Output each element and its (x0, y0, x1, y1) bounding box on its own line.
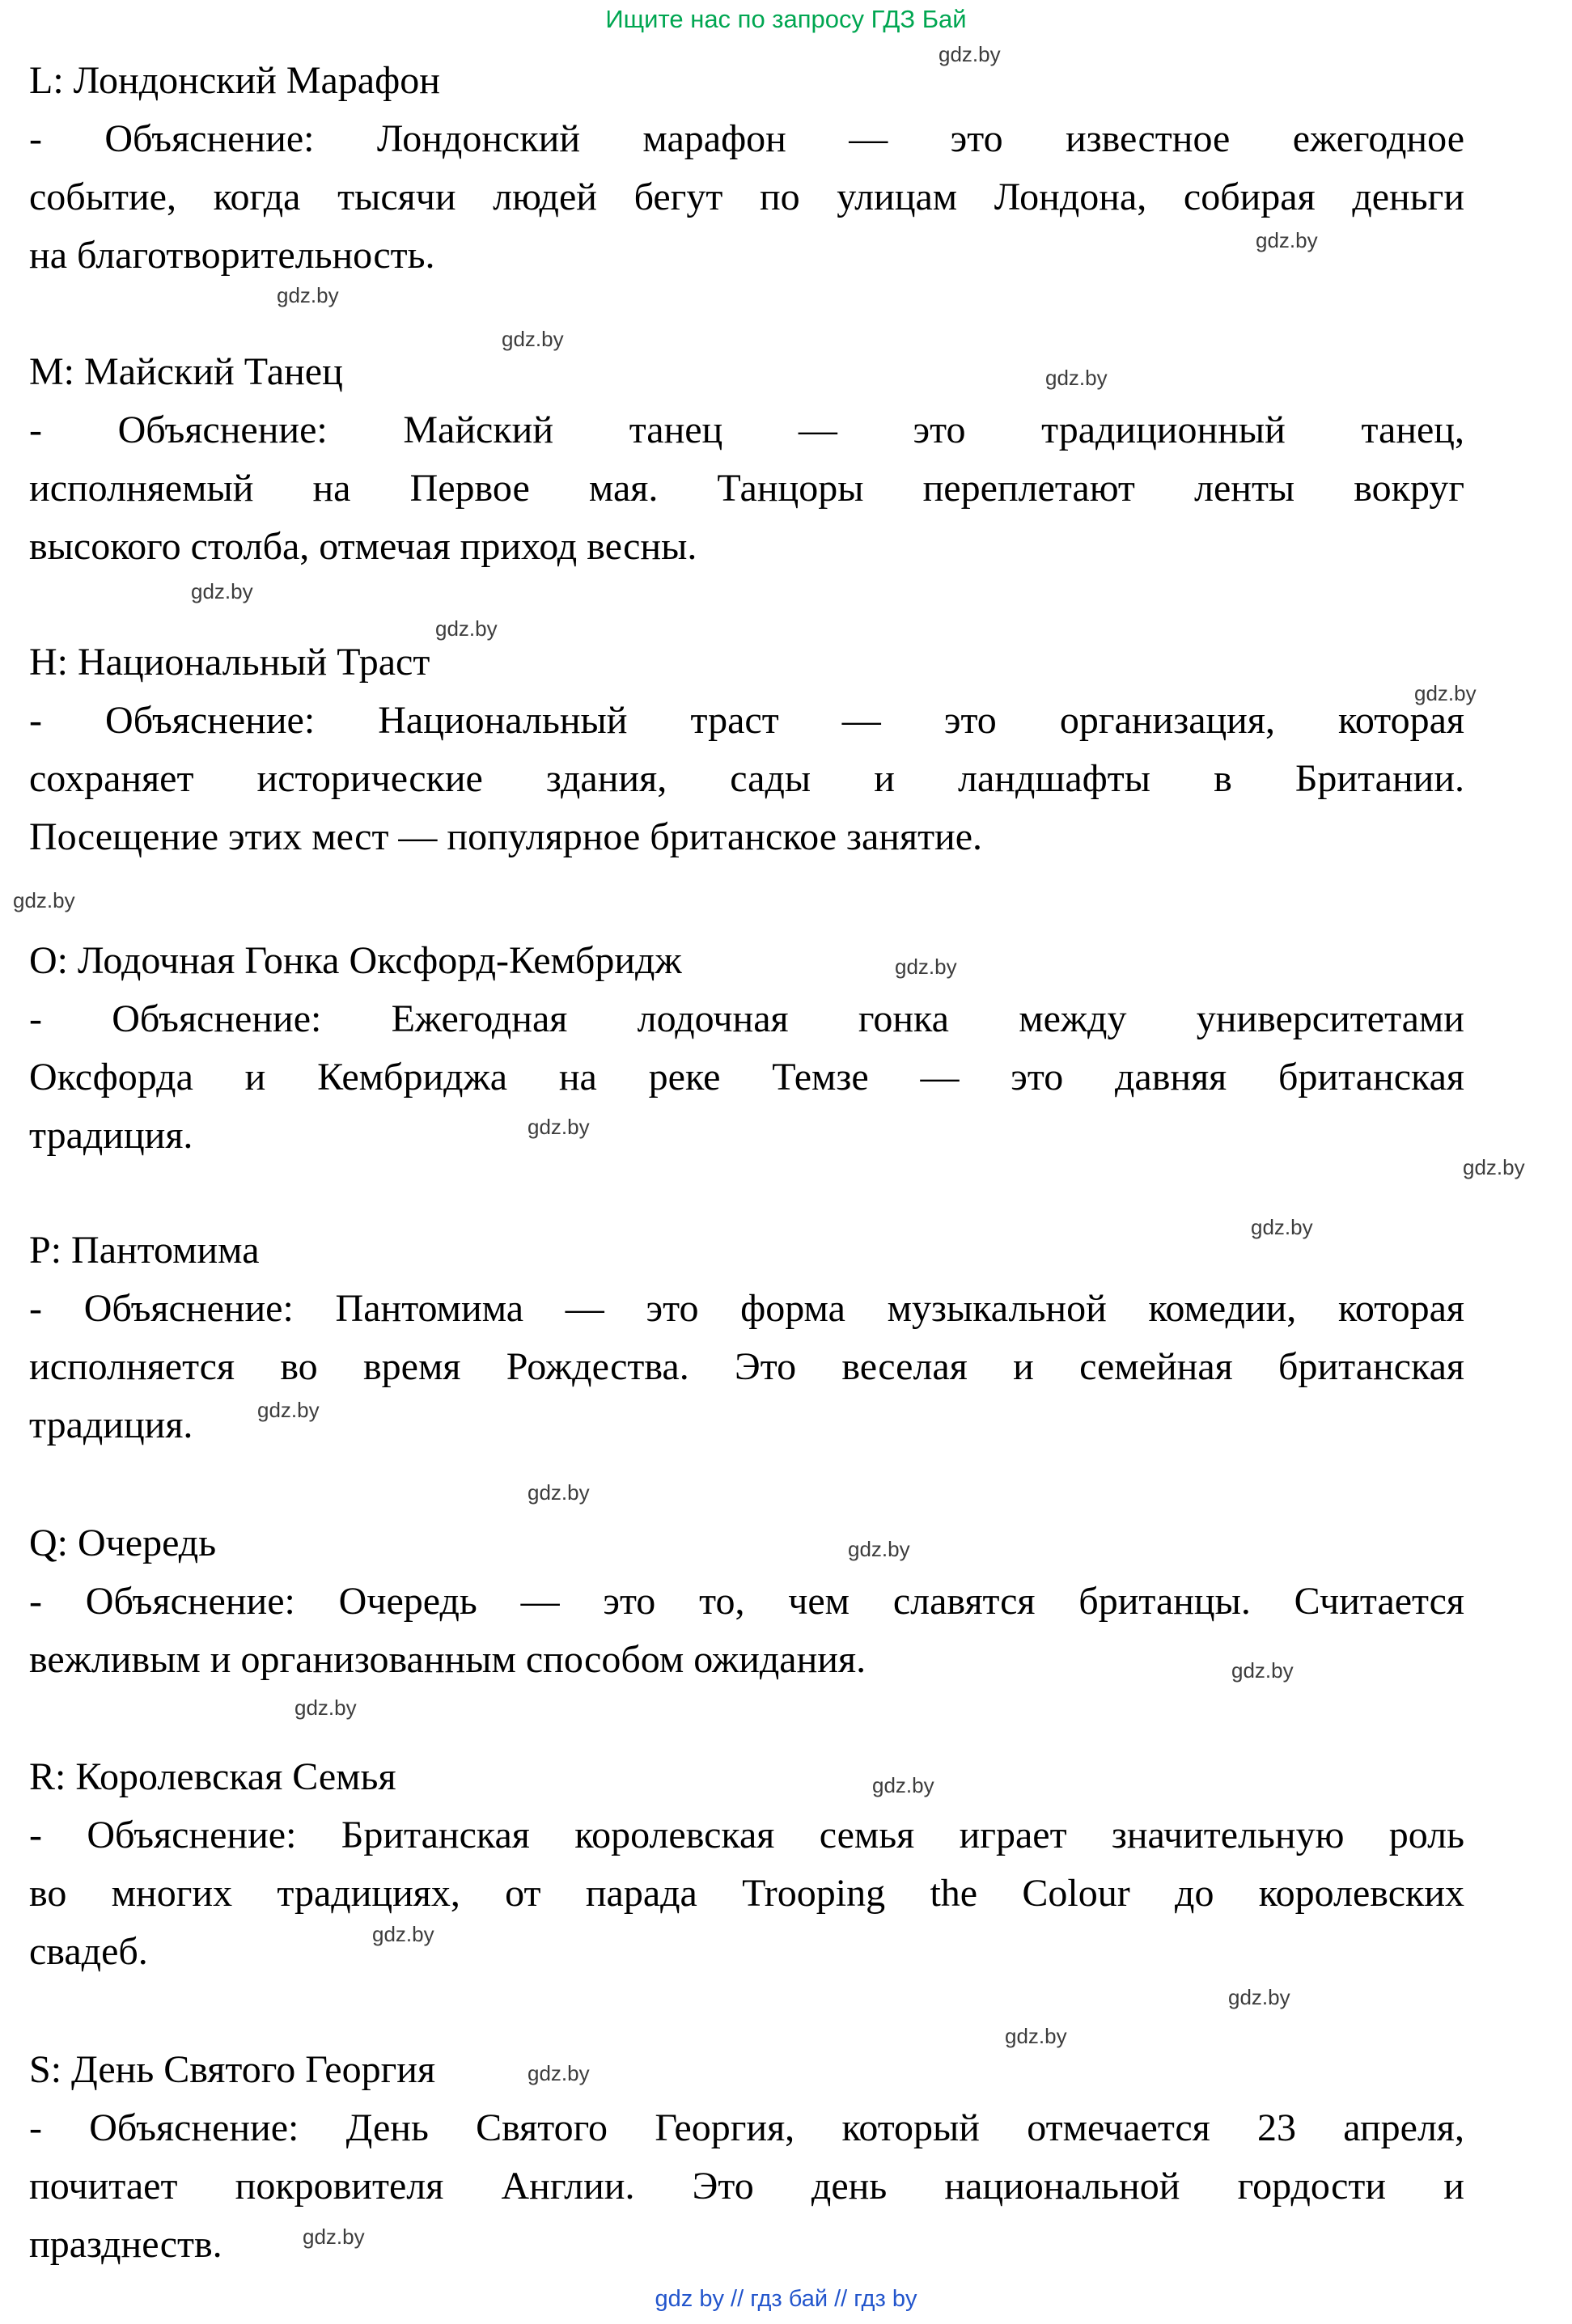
section-paragraph (29, 110, 1464, 285)
watermark-gdzby: gdz.by (895, 955, 957, 979)
section-heading: S: День Святого Георгия (29, 2048, 436, 2091)
section-heading: M: Майский Танец (29, 350, 343, 393)
section-heading: L: Лондонский Марафон (29, 59, 440, 102)
watermark-gdzby: gdz.by (502, 327, 564, 351)
paragraph-line: - Объяснение: Пантомима — это форма музыкальной комедии, которая (29, 1287, 1464, 1330)
watermark-gdzby: gdz.by (372, 1922, 434, 1946)
paragraph-line: на благотворительность. (29, 234, 435, 277)
paragraph-line: исполняемый на Первое мая. Танцоры переплетают ленты вокруг (29, 467, 1464, 510)
watermark-gdzby: gdz.by (1045, 366, 1108, 390)
watermark-gdzby: gdz.by (939, 42, 1001, 66)
paragraph-line: во многих традициях, от парада Trooping the Colour до королевских (29, 1872, 1464, 1915)
footer-text: gdz by // гдз бай // гдз by (655, 2286, 917, 2312)
watermark-gdzby: gdz.by (277, 283, 339, 307)
watermark-gdzby: gdz.by (528, 1115, 590, 1139)
section-london-marathon (29, 52, 1464, 285)
paragraph-line: празднеств. (29, 2223, 222, 2266)
watermark-gdzby: gdz.by (1228, 1985, 1290, 2009)
section-paragraph (29, 1280, 1464, 1454)
watermark-gdzby: gdz.by (294, 1695, 357, 1720)
paragraph-line: - Объяснение: Очередь — это то, чем славятся британцы. Считается (29, 1580, 1464, 1623)
watermark-gdzby: gdz.by (191, 579, 253, 603)
section-paragraph (29, 2099, 1464, 2274)
watermark-gdzby: gdz.by (435, 616, 498, 641)
section-heading: Н: Национальный Траст (29, 641, 430, 684)
paragraph-line: - Объяснение: Майский танец — это традиционный танец, (29, 408, 1464, 451)
section-heading: O: Лодочная Гонка Оксфорд-Кембридж (29, 939, 682, 982)
section-heading: P: Пантомима (29, 1229, 260, 1272)
paragraph-line: - Объяснение: День Святого Георгия, который отмечается 23 апреля, (29, 2106, 1464, 2149)
paragraph-line: высокого столба, отмечая приход весны. (29, 525, 697, 568)
section-heading: Q: Очередь (29, 1522, 217, 1564)
section-may-dance (29, 343, 1464, 576)
paragraph-line: - Объяснение: Британская королевская семья играет значительную роль (29, 1814, 1464, 1856)
paragraph-line: Оксфорда и Кембриджа на реке Темзе — это давняя британская (29, 1056, 1464, 1099)
paragraph-line: сохраняет исторические здания, сады и ландшафты в Британии. (29, 757, 1464, 800)
watermark-gdzby: gdz.by (1231, 1658, 1294, 1683)
section-paragraph (29, 401, 1464, 576)
paragraph-line: свадеб. (29, 1930, 148, 1973)
paragraph-line: почитает покровителя Англии. Это день национальной гордости и (29, 2165, 1464, 2208)
section-paragraph (29, 1806, 1464, 1981)
section-boat-race (29, 932, 1464, 1165)
paragraph-line: вежливым и организованным способом ожидания. (29, 1638, 867, 1681)
section-pantomime (29, 1221, 1464, 1454)
watermark-gdzby: gdz.by (1414, 681, 1477, 705)
paragraph-line: - Объяснение: Национальный траст — это организация, которая (29, 699, 1464, 742)
watermark-gdzby: gdz.by (13, 888, 75, 912)
section-royal-family (29, 1748, 1464, 1981)
section-heading: R: Королевская Семья (29, 1755, 396, 1798)
watermark-gdzby: gdz.by (848, 1537, 910, 1561)
watermark-gdzby: gdz.by (872, 1773, 934, 1797)
watermark-gdzby: gdz.by (257, 1398, 320, 1422)
watermark-gdzby: gdz.by (1005, 2024, 1067, 2048)
paragraph-line: Посещение этих мест — популярное британское занятие. (29, 815, 983, 858)
paragraph-line: традиция. (29, 1403, 193, 1446)
watermark-gdzby: gdz.by (1256, 228, 1318, 252)
paragraph-line: традиция. (29, 1114, 193, 1157)
section-national-trust (29, 633, 1464, 866)
paragraph-line: событие, когда тысячи людей бегут по улицам Лондона, собирая деньги (29, 176, 1464, 218)
paragraph-line: - Объяснение: Ежегодная лодочная гонка между университетами (29, 997, 1464, 1040)
paragraph-line: - Объяснение: Лондонский марафон — это известное ежегодное (29, 117, 1464, 160)
section-paragraph (29, 990, 1464, 1165)
paragraph-line: исполняется во время Рождества. Это веселая и семейная британская (29, 1345, 1464, 1388)
watermark-gdzby: gdz.by (1463, 1155, 1525, 1179)
watermark-gdzby: gdz.by (303, 2225, 365, 2249)
watermark-gdzby: gdz.by (1251, 1215, 1313, 1239)
promo-banner: Ищите нас по запросу ГДЗ Бай (605, 5, 967, 33)
section-paragraph (29, 692, 1464, 866)
watermark-gdzby: gdz.by (528, 1480, 590, 1505)
watermark-gdzby: gdz.by (528, 2061, 590, 2085)
section-st-georges-day (29, 2041, 1464, 2274)
